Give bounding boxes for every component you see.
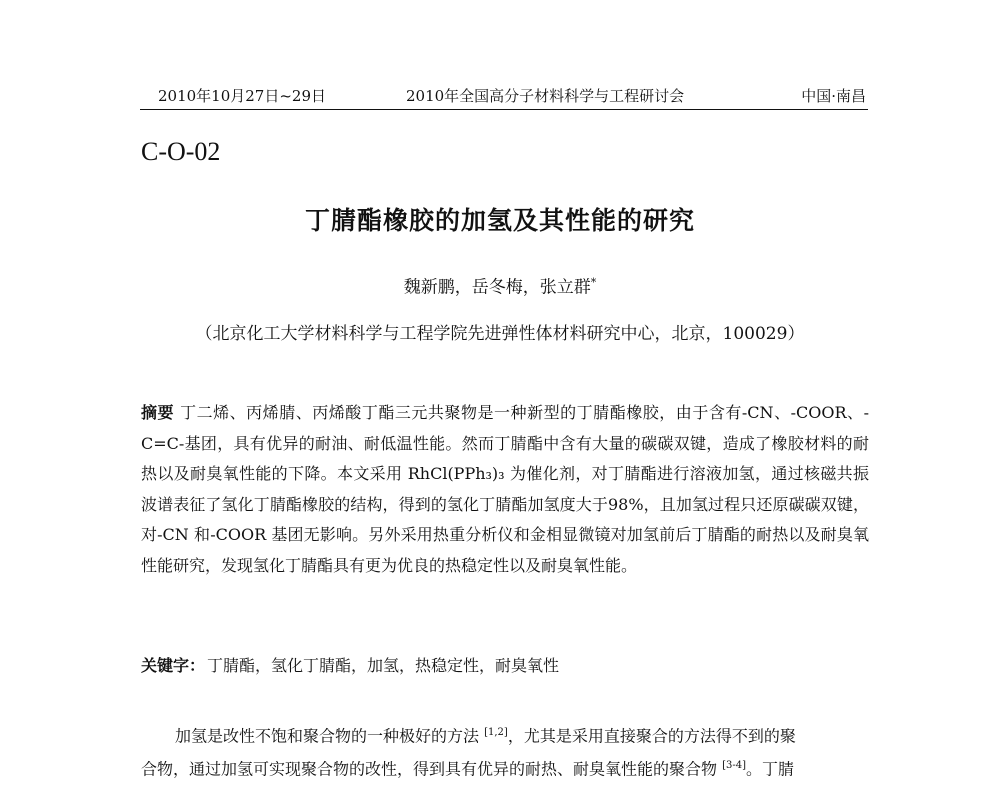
affiliation: （北京化工大学材料科学与工程学院先进弹性体材料研究中心，北京，100029） — [195, 324, 805, 344]
intro-paragraph — [141, 718, 869, 785]
intro-text-4: 。丁腈 — [746, 759, 795, 779]
corresponding-author-mark: * — [590, 276, 597, 289]
intro-line-2 — [141, 751, 869, 784]
page-header — [140, 86, 868, 106]
authors-text: 魏新鹏，岳冬梅，张立群 — [403, 277, 591, 298]
intro-text-3: 合物，通过加氢可实现聚合物的改性，得到具有优异的耐热、耐臭氧性能的聚合物 — [141, 759, 718, 779]
intro-text-1: 加氢是改性不饱和聚合物的一种极好的方法 — [175, 726, 480, 746]
paper-title: 丁腈酯橡胶的加氢及其性能的研究 — [304, 206, 695, 235]
keywords-text: 丁腈酯，氢化丁腈酯，加氢，热稳定性，耐臭氧性 — [207, 656, 560, 675]
header-location: 中国·南昌 — [801, 87, 866, 105]
abstract — [141, 398, 869, 581]
keywords — [141, 654, 869, 678]
abstract-text: 丁二烯、丙烯腈、丙烯酸丁酯三元共聚物是一种新型的丁腈酯橡胶，由于含有-CN、-COOR、-C=C-基团，具有优异的耐油、耐低温性能。然而丁腈酯中含有大量的碳碳双键，造成了橡胶材料的耐热以及耐臭氧性能的下降。本文采用 RhCl(PPh₃)₃ 为催化剂，对丁腈酯进行溶液加氢，通过核磁共振波谱表征了氢化丁腈酯橡胶的结构，得到的氢化丁腈酯加氢度大于98%，且加氢过程只还原碳碳双键，对-CN 和-COOR 基团无影响。另外采用热重分析仪和金相显微镜对加氢前后丁腈酯的耐热以及耐臭氧性能研究，发现氢化丁腈酯具有更为优良的热稳定性以及耐臭氧性能。 — [141, 403, 869, 575]
header-date: 2010年10月27日~29日 — [158, 87, 327, 105]
paper-code: C-O-02 — [141, 137, 221, 166]
citation-ref-2: [3-4] — [722, 760, 747, 772]
keywords-label: 关键字： — [141, 656, 206, 675]
header-conference: 2010年全国高分子材料科学与工程研讨会 — [406, 87, 685, 105]
header-rule — [140, 109, 868, 110]
intro-text-2: ，尤其是采用直接聚合的方法得不到的聚 — [507, 726, 796, 746]
citation-ref-1: [1,2] — [484, 727, 508, 738]
author-list — [0, 271, 1000, 300]
abstract-label: 摘要 — [141, 403, 175, 422]
